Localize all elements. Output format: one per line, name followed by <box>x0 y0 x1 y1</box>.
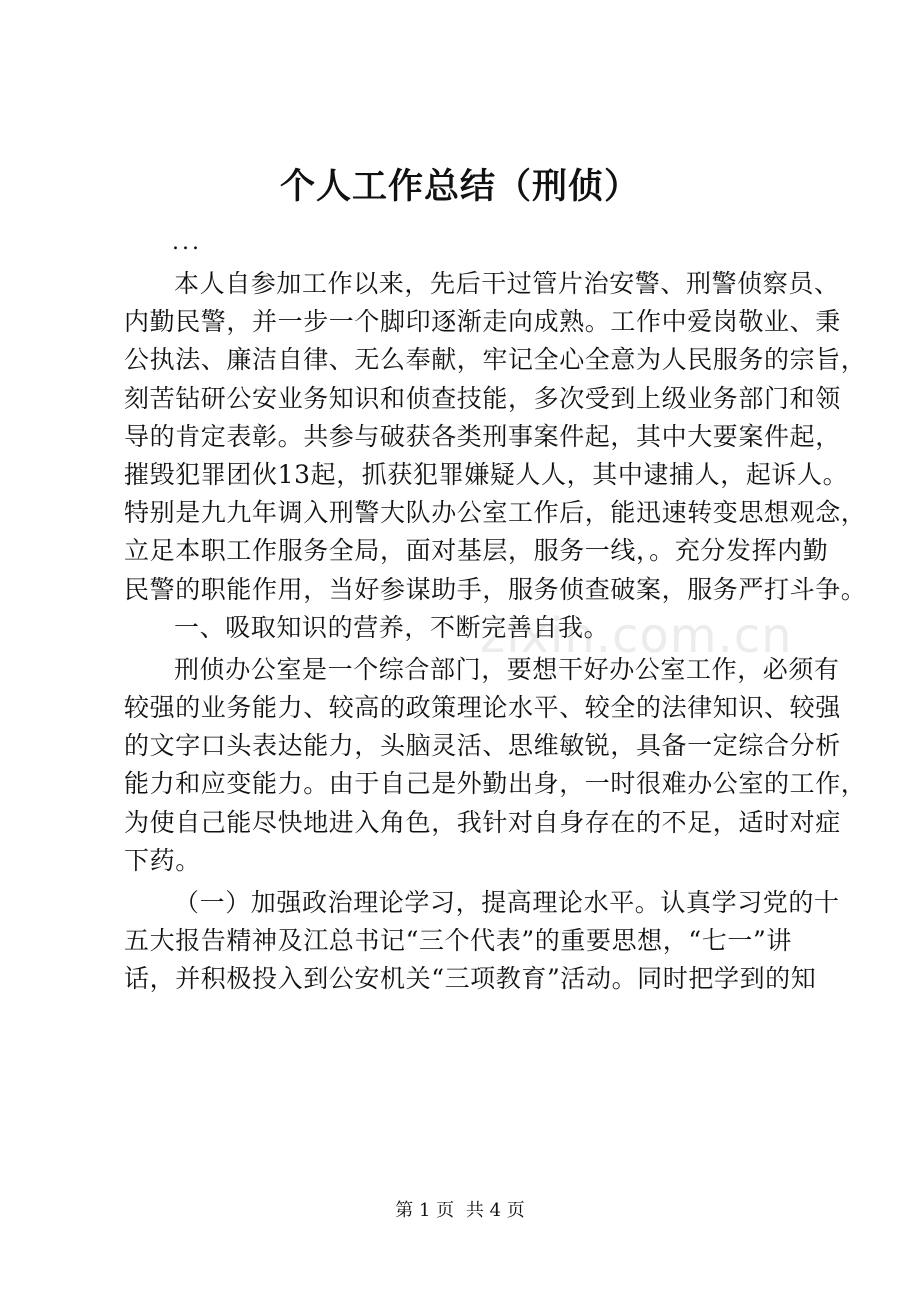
document-title: 个人工作总结（刑侦） <box>279 166 640 207</box>
paragraph-line: 下药。 <box>124 845 201 875</box>
watermark: zixin.com.cn <box>480 608 793 664</box>
paragraph-line: 话，并积极投入到公安机关“三项教育”活动。同时把学到的知 <box>124 964 817 994</box>
paragraph-line: 本人自参加工作以来，先后干过管片治安警、刑警侦察员、 <box>174 269 840 298</box>
paragraph-line: 民警的职能作用，当好参谋助手，服务侦查破案，服务严打斗争。 <box>124 574 867 604</box>
document-body <box>124 265 867 999</box>
page-footer <box>0 1198 920 1224</box>
paragraph-line: 公执法、廉洁自律、无么奉献，牢记全心全意为人民服务的宗旨， <box>124 345 867 375</box>
paragraph-line: 刻苦钻研公安业务知识和侦查技能，多次受到上级业务部门和领 <box>124 383 841 413</box>
paragraph-line: 摧毁犯罪团伙13起，抓获犯罪嫌疑人人，其中逮捕人，起诉人。 <box>124 459 849 489</box>
paragraph-line: 导的肯定表彰。共参与破获各类刑事案件起，其中大要案件起， <box>124 421 841 451</box>
page-number: 第 1 页 <box>395 1200 455 1221</box>
paragraph-line: 的文字口头表达能力，头脑灵活、思维敏锐，具备一定综合分析 <box>124 731 841 761</box>
paragraph-line: 五大报告精神及江总书记“三个代表”的重要思想，“七一”讲 <box>124 926 792 956</box>
paragraph-line: 内勤民警，并一步一个脚印逐渐走向成熟。工作中爱岗敬业、秉 <box>124 307 841 337</box>
paragraph-line: 较强的业务能力、较高的政策理论水平、较全的法律知识、较强 <box>124 693 841 723</box>
subsection-line: （一）加强政治理论学习，提高理论水平。认真学习党的十 <box>174 888 840 917</box>
paragraph-line: 能力和应变能力。由于自己是外勤出身，一时很难办公室的工作， <box>124 769 867 799</box>
paragraph-line: 特别是九九年调入刑警大队办公室工作后，能迅速转变思想观念， <box>124 498 867 528</box>
page-total: 共 4 页 <box>465 1200 525 1221</box>
section-heading: 一、吸取知识的营养，不断完善自我。 <box>174 612 610 642</box>
paragraph-line: 刑侦办公室是一个综合部门，要想干好办公室工作，必须有 <box>174 654 840 684</box>
paragraph-line: 立足本职工作服务全局，面对基层，服务一线，。充分发挥内勤 <box>124 536 829 566</box>
paragraph-line: 为使自己能尽快地进入角色，我针对自身存在的不足，适时对症 <box>124 807 841 837</box>
ellipsis-marker: ... <box>172 230 202 255</box>
